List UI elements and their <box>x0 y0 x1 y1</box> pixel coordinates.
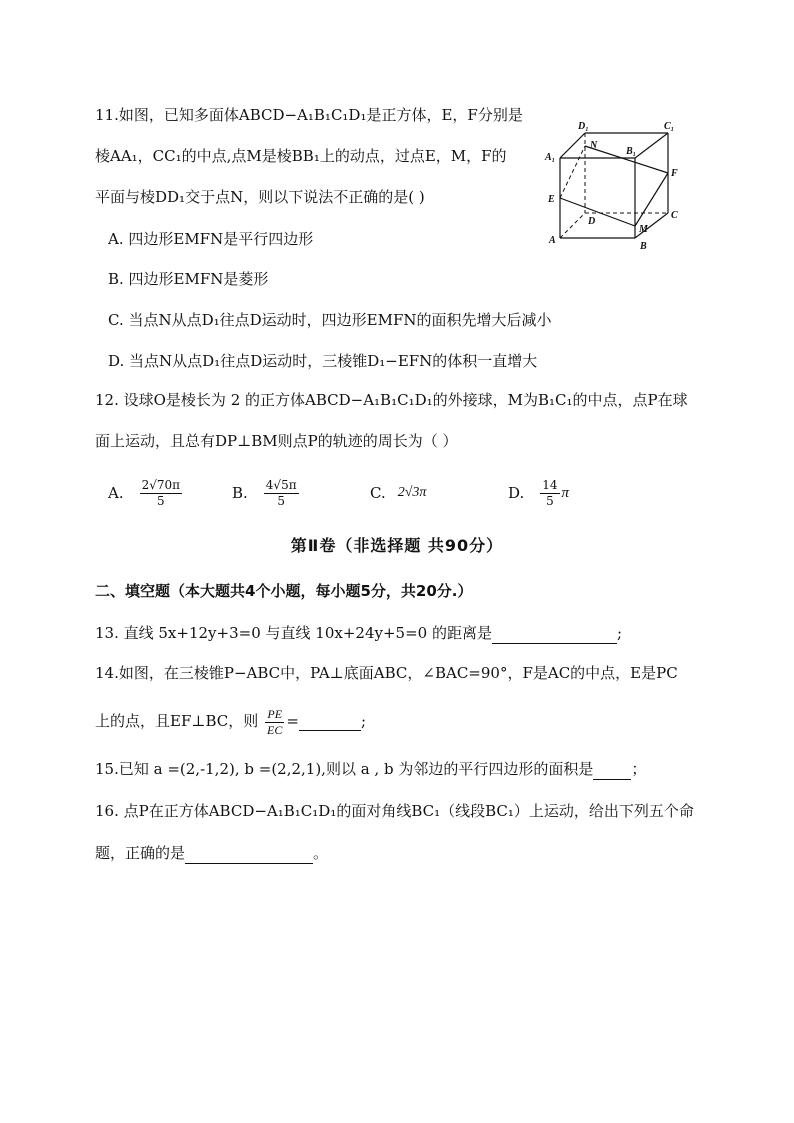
q16-answer-blank[interactable] <box>185 847 313 864</box>
q12-option-a-fraction: $\frac{2√70\pi}{5}$ <box>141 477 181 508</box>
q11-line-2: 棱AA₁，CC₁的中点,点M是棱BB₁上的动点，过点E，M，F的 <box>95 147 507 165</box>
edge-A1D1 <box>560 133 585 158</box>
q16-line-1: 16. 点P在正方体ABCD−A₁B₁C₁D₁的面对角线BC₁（线段BC₁）上运动，给出下列五个命 <box>95 802 694 820</box>
q14-fraction: $\frac{PE}{EC}$ <box>267 706 283 737</box>
label-B: B <box>640 241 647 252</box>
label-C: C <box>671 210 678 221</box>
q12-option-d-fraction: $\frac{14}{5}$ <box>542 477 558 508</box>
cube-figure <box>540 118 690 256</box>
label-D: D <box>588 216 596 227</box>
q15-line: 15.已知 a =(2,-1,2), b =(2,2,1),则以 a , b 为邻边的平行四边形的面积是 ； <box>95 760 647 778</box>
segment-EM <box>560 198 635 226</box>
label-A: A <box>549 235 556 246</box>
q12-option-b-fraction: $\frac{4√5\pi}{5}$ <box>265 477 297 508</box>
q14-answer-blank[interactable] <box>299 714 361 731</box>
q14-line-1: 14.如图，在三棱锥P−ABC中，PA⊥底面ABC，∠BAC=90°，F是AC的中点，E是PC <box>95 664 678 682</box>
q11-option-a: A. 四边形EMFN是平行四边形 <box>108 230 314 248</box>
q12-line-1: 12. 设球O是棱长为 2 的正方体ABCD−A₁B₁C₁D₁的外接球，M为B₁C₁的中点，点P在球 <box>95 391 688 409</box>
edge-B1C1 <box>635 133 668 158</box>
q11-line-3: 平面与棱DD₁交于点N，则以下说法不正确的是( ) <box>95 188 425 206</box>
q12-option-d: D. $\frac{14}{5}$ π <box>508 477 570 508</box>
q12-option-a: A. $\frac{2√70\pi}{5}$ <box>108 477 181 508</box>
q11-option-b: B. 四边形EMFN是菱形 <box>108 270 269 288</box>
q12-option-b: B. $\frac{4√5\pi}{5}$ <box>232 477 297 508</box>
q14-line-2: 上的点，且EF⊥BC，则 $\frac{PE}{EC}$ = ; <box>95 706 367 737</box>
hidden-edge-AD <box>560 213 585 238</box>
q11-option-d: D. 当点N从点D₁往点D运动时，三棱锥D₁−EFN的体积一直增大 <box>108 352 538 370</box>
label-M: M <box>639 224 648 235</box>
q12-option-c: C. 2√3π <box>370 484 427 502</box>
label-N: N <box>590 140 598 151</box>
q15-answer-blank[interactable] <box>593 763 631 780</box>
label-B1: B₁ <box>626 146 637 157</box>
q11-line-1: 11.如图，已知多面体ABCD−A₁B₁C₁D₁是正方体，E，F分别是 <box>95 106 523 124</box>
q12-line-2: 面上运动，且总有DP⊥BM则点P的轨迹的周长为（ ） <box>95 432 458 450</box>
q16-line-2: 题，正确的是 。 <box>95 844 329 862</box>
q13-answer-blank[interactable] <box>492 627 617 644</box>
label-F: F <box>671 168 678 179</box>
q13-line: 13. 直线 5x+12y+3=0 与直线 10x+24y+5=0 的距离是 ; <box>95 624 623 642</box>
q11-option-c: C. 当点N从点D₁往点D运动时，四边形EMFN的面积先增大后减小 <box>108 311 552 329</box>
segment-MF <box>635 173 668 226</box>
label-A1: A₁ <box>545 152 556 163</box>
section-title: 第Ⅱ卷（非选择题 共90分） <box>290 536 504 555</box>
label-E: E <box>548 194 555 205</box>
q12-options <box>108 474 588 514</box>
label-C1: C₁ <box>664 121 675 132</box>
label-D1: D₁ <box>578 121 589 132</box>
part2-title: 二、填空题（本大题共4个小题，每小题5分，共20分.） <box>95 582 473 600</box>
